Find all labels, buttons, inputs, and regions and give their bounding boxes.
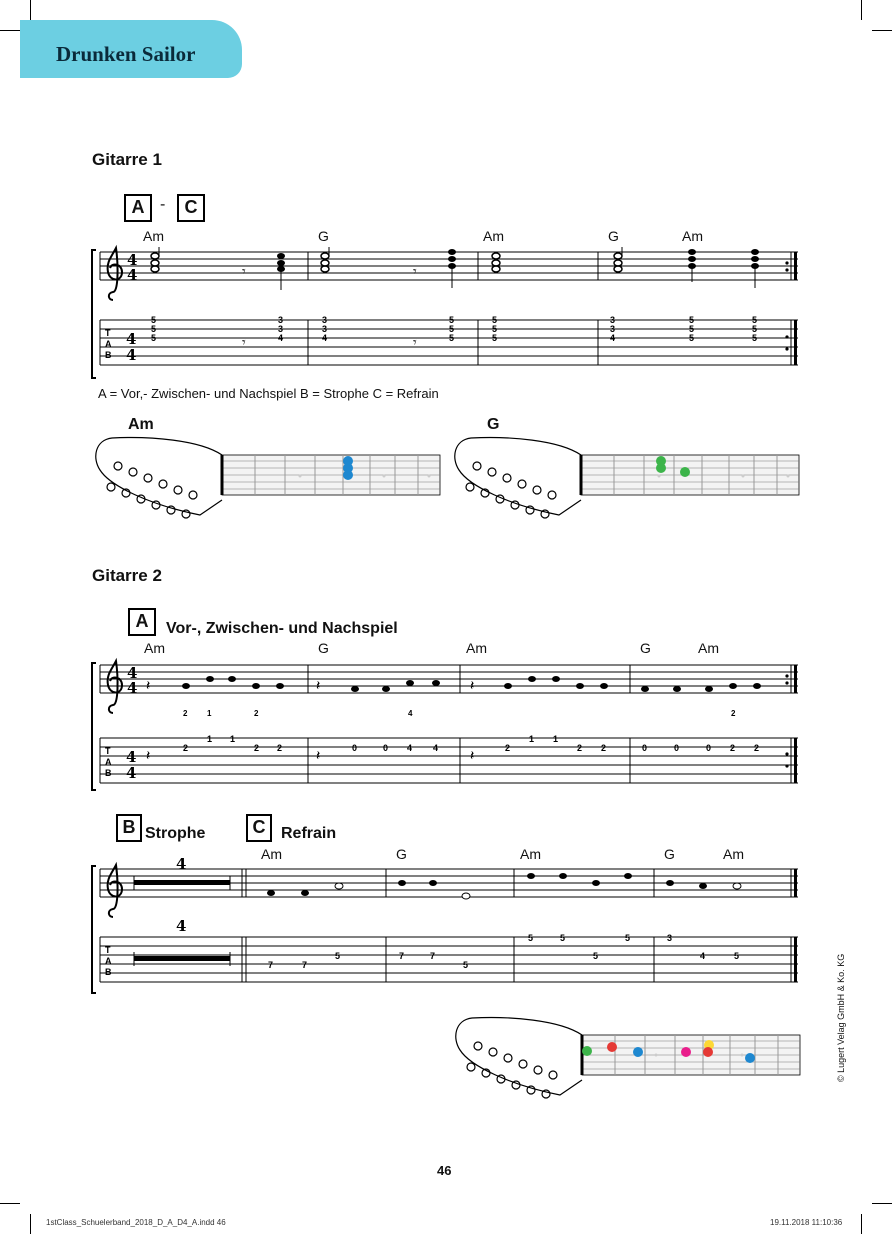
diagram-label-g: G xyxy=(487,416,500,433)
svg-text:𝄽: 𝄽 xyxy=(470,747,475,763)
svg-text:𝄽: 𝄽 xyxy=(316,677,321,693)
svg-text:2: 2 xyxy=(254,743,260,753)
svg-text:7: 7 xyxy=(430,951,436,961)
svg-text:1: 1 xyxy=(529,734,535,744)
fret-number: 3 xyxy=(278,315,284,325)
svg-text:1: 1 xyxy=(207,734,213,744)
fret-number: 5 xyxy=(492,333,498,343)
fret-number: 3 xyxy=(278,324,284,334)
svg-text:1: 1 xyxy=(553,734,559,744)
svg-text:5: 5 xyxy=(463,960,469,970)
svg-text:T: T xyxy=(105,945,111,955)
fret-number: 5 xyxy=(151,324,157,334)
fret-number: 5 xyxy=(752,315,758,325)
svg-text:7: 7 xyxy=(399,951,405,961)
svg-text:2: 2 xyxy=(577,743,583,753)
svg-text:𝄽: 𝄽 xyxy=(470,677,475,693)
footer-filename: 1stClass_Schuelerband_2018_D_A_D4_A.indd 46 xyxy=(46,1218,226,1227)
barlines xyxy=(100,869,791,982)
tab-clef-t: T xyxy=(105,328,111,338)
svg-text:2: 2 xyxy=(754,743,760,753)
svg-text:5: 5 xyxy=(335,951,341,961)
tab-time-bottom: 4 xyxy=(126,346,137,364)
svg-text:7: 7 xyxy=(268,960,274,970)
fretboard-refrain xyxy=(582,1035,800,1075)
svg-text:𝄾: 𝄾 xyxy=(242,263,246,279)
fret-number: 5 xyxy=(689,315,695,325)
svg-text:A: A xyxy=(105,757,112,767)
chord-symbol: Am xyxy=(698,640,719,656)
fret-number: 3 xyxy=(610,324,616,334)
chord-symbol: G xyxy=(640,640,651,656)
svg-text:4: 4 xyxy=(433,743,439,753)
chord-symbol: G xyxy=(608,228,619,244)
fret-number: 3 xyxy=(610,315,616,325)
fret-number: 5 xyxy=(449,333,455,343)
svg-text:2: 2 xyxy=(277,743,283,753)
footer-timestamp: 19.11.2018 11:10:36 xyxy=(770,1218,843,1227)
chord-symbol: Am xyxy=(520,846,541,862)
fret-number: 5 xyxy=(689,333,695,343)
chord-symbol: Am xyxy=(143,228,164,244)
svg-text:𝄾: 𝄾 xyxy=(413,334,417,350)
diagram-label-am: Am xyxy=(128,416,154,433)
svg-text:5: 5 xyxy=(734,951,740,961)
strophe-label: Strophe xyxy=(145,825,206,842)
svg-text:2: 2 xyxy=(505,743,511,753)
fret-number: 4 xyxy=(610,333,616,343)
tab-clef-a: A xyxy=(105,339,112,349)
svg-text:B: B xyxy=(105,967,112,977)
finger-dot xyxy=(681,1047,691,1057)
svg-text:2: 2 xyxy=(730,743,736,753)
box-separator: - xyxy=(160,196,166,213)
finger-dot xyxy=(607,1042,617,1052)
fret-number: 5 xyxy=(492,324,498,334)
svg-text:𝄽: 𝄽 xyxy=(146,747,151,763)
svg-text:3: 3 xyxy=(667,933,673,943)
chord-symbol: Am xyxy=(261,846,282,862)
section-a-title: Vor-, Zwischen- und Nachspiel xyxy=(166,620,398,637)
refrain-notes xyxy=(267,873,741,899)
svg-text:5: 5 xyxy=(528,933,534,943)
fret-number: 5 xyxy=(151,333,157,343)
svg-text:4: 4 xyxy=(126,764,137,782)
svg-text:0: 0 xyxy=(352,743,358,753)
rest-count: 4 xyxy=(176,855,187,873)
fingering: 2 xyxy=(183,709,188,718)
fret-number: 5 xyxy=(449,324,455,334)
svg-text:T: T xyxy=(105,746,111,756)
svg-text:0: 0 xyxy=(706,743,712,753)
svg-text:5: 5 xyxy=(625,933,631,943)
svg-text:4: 4 xyxy=(127,679,138,697)
fret-number: 3 xyxy=(322,315,328,325)
gitarre2-heading: Gitarre 2 xyxy=(92,566,162,585)
chord-symbol: G xyxy=(664,846,675,862)
fret-number: 5 xyxy=(752,324,758,334)
gitarre1-heading: Gitarre 1 xyxy=(92,150,162,169)
section-box-b: B xyxy=(116,814,142,842)
svg-text:1: 1 xyxy=(230,734,236,744)
chord-symbol: Am xyxy=(682,228,703,244)
section-box-a: A xyxy=(128,608,156,636)
svg-text:𝄾: 𝄾 xyxy=(242,334,246,350)
svg-text:A: A xyxy=(105,956,112,966)
svg-text:𝄽: 𝄽 xyxy=(146,677,151,693)
finger-dot xyxy=(633,1047,643,1057)
treble-clef xyxy=(108,865,122,917)
time-signature-top: 4 xyxy=(127,251,138,269)
fret-number: 5 xyxy=(449,315,455,325)
fret-number: 4 xyxy=(278,333,284,343)
fret-number: 5 xyxy=(752,333,758,343)
chord-symbol: G xyxy=(318,640,329,656)
multi-rest xyxy=(134,880,230,885)
svg-text:0: 0 xyxy=(674,743,680,753)
fret-number: 5 xyxy=(151,315,157,325)
page-number: 46 xyxy=(437,1163,452,1178)
chord-symbol: G xyxy=(318,228,329,244)
svg-text:4: 4 xyxy=(126,748,137,766)
svg-text:4: 4 xyxy=(700,951,706,961)
fret-number: 4 xyxy=(322,333,328,343)
fret-number: 5 xyxy=(492,315,498,325)
fingering: 2 xyxy=(731,709,736,718)
rest-count-tab: 4 xyxy=(176,917,187,935)
fingering: 1 xyxy=(207,709,212,718)
chord-symbol: Am xyxy=(723,846,744,862)
section-legend: A = Vor,- Zwischen- und Nachspiel B = Strophe C = Refrain xyxy=(98,386,439,401)
chord-symbol: Am xyxy=(466,640,487,656)
headstock-refrain xyxy=(456,1018,582,1098)
svg-text:4: 4 xyxy=(127,664,138,682)
copyright-notice: © Lugert Velag GmbH & Ko. KG xyxy=(836,953,846,1082)
svg-text:2: 2 xyxy=(601,743,607,753)
finger-dot xyxy=(745,1053,755,1063)
chord-symbol: Am xyxy=(483,228,504,244)
svg-text:0: 0 xyxy=(383,743,389,753)
section-box-a: A xyxy=(124,194,152,222)
svg-text:B: B xyxy=(105,768,112,778)
svg-text:7: 7 xyxy=(302,960,308,970)
fingering: 2 xyxy=(254,709,259,718)
fingering: 4 xyxy=(408,709,413,718)
svg-text:5: 5 xyxy=(560,933,566,943)
svg-text:5: 5 xyxy=(593,951,599,961)
section-box-c: C xyxy=(246,814,272,842)
svg-text:𝄾: 𝄾 xyxy=(413,263,417,279)
chord-symbol: G xyxy=(396,846,407,862)
svg-text:4: 4 xyxy=(407,743,413,753)
finger-dot xyxy=(582,1046,592,1056)
time-signature-bottom: 4 xyxy=(127,266,138,284)
section-box-c: C xyxy=(177,194,205,222)
svg-text:2: 2 xyxy=(183,743,189,753)
svg-text:𝄽: 𝄽 xyxy=(316,747,321,763)
refrain-label: Refrain xyxy=(281,825,337,842)
multi-rest-tab xyxy=(134,956,230,961)
chord-symbol: Am xyxy=(144,640,165,656)
fret-number: 3 xyxy=(322,324,328,334)
tab-time-top: 4 xyxy=(126,330,137,348)
fret-number: 5 xyxy=(689,324,695,334)
page-title: Drunken Sailor xyxy=(56,42,196,66)
finger-dot xyxy=(703,1047,713,1057)
svg-text:0: 0 xyxy=(642,743,648,753)
tab-clef-b: B xyxy=(105,350,112,360)
